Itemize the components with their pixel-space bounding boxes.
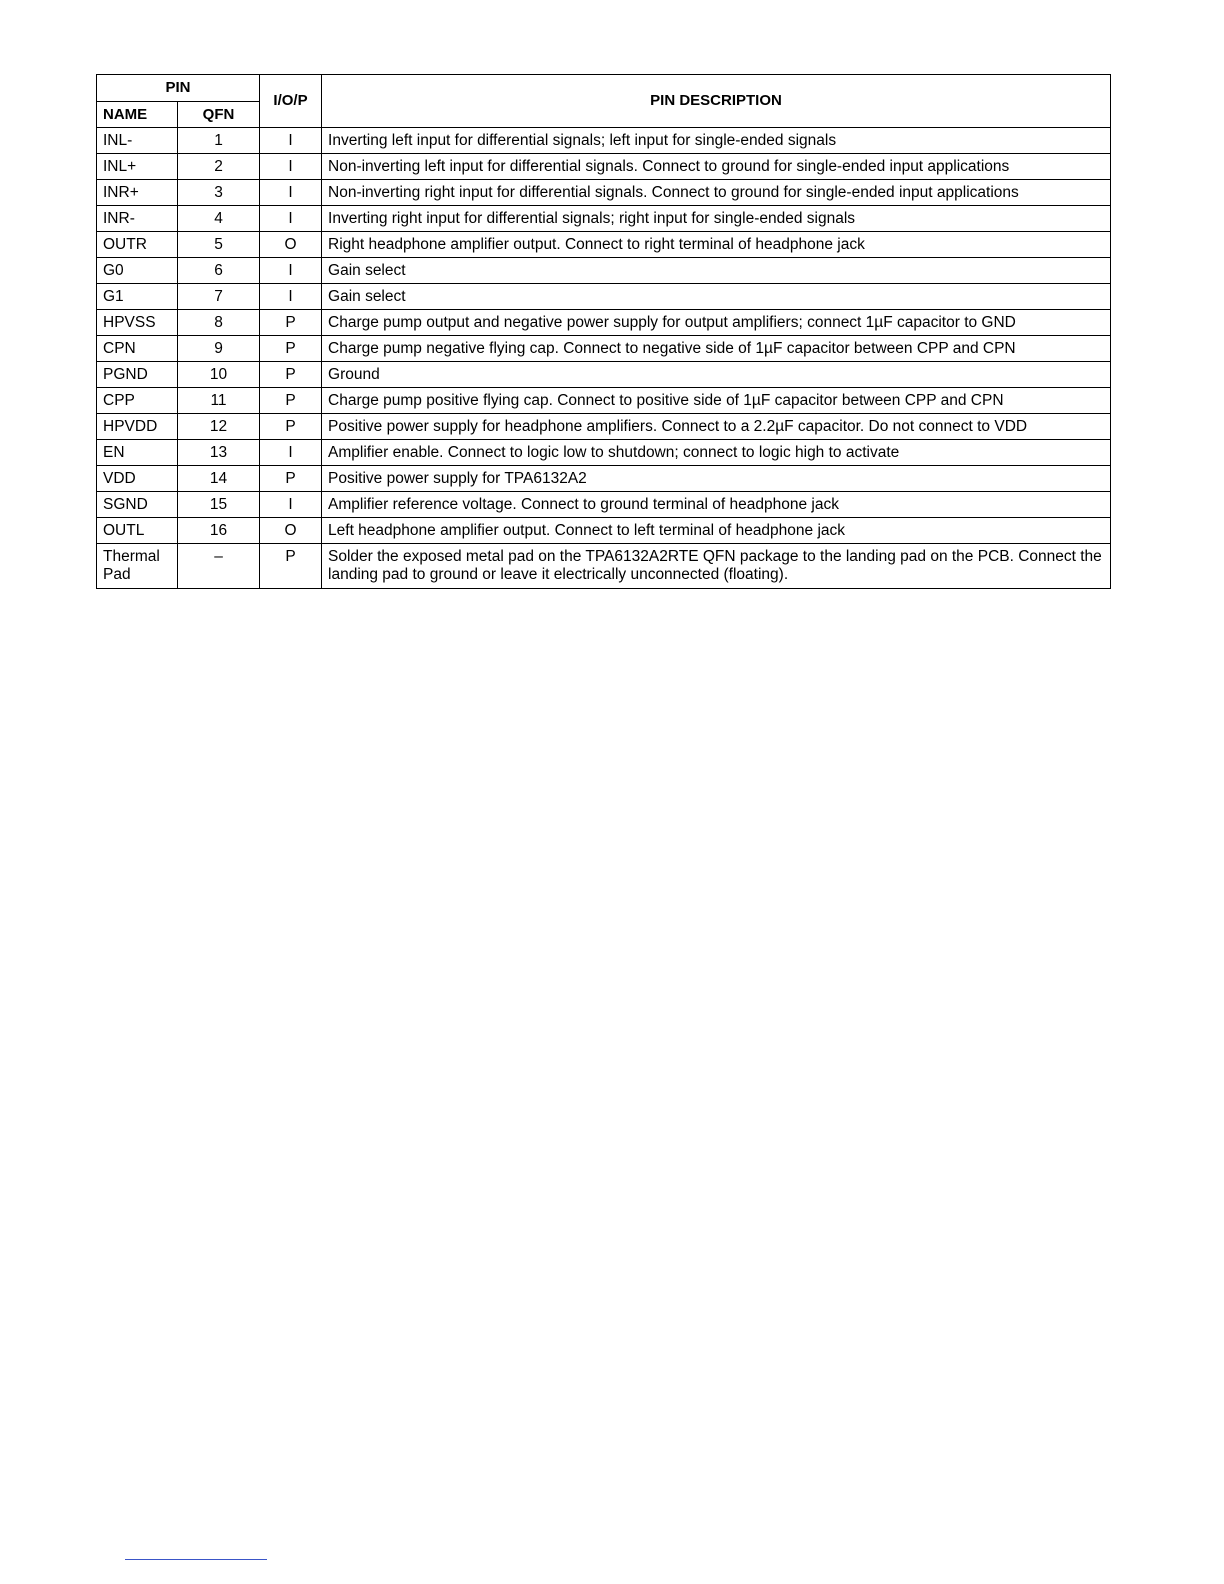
pin-description-table [96, 74, 1111, 589]
table-row [97, 414, 1111, 440]
table-row [97, 492, 1111, 518]
pin-number: 15 [178, 492, 260, 518]
pin-group-header: PIN [97, 75, 260, 102]
pin-type: I [260, 154, 322, 180]
name-header: NAME [97, 102, 178, 128]
pin-description: Amplifier enable. Connect to logic low to shutdown; connect to logic high to activate [322, 440, 1111, 466]
pin-type: I [260, 128, 322, 154]
pin-name: CPP [97, 388, 178, 414]
table-row [97, 518, 1111, 544]
table-row [97, 232, 1111, 258]
pin-description: Inverting left input for differential signals; left input for single-ended signals [322, 128, 1111, 154]
pin-type: I [260, 258, 322, 284]
pin-type: P [260, 336, 322, 362]
pin-number: 6 [178, 258, 260, 284]
pin-name: HPVDD [97, 414, 178, 440]
qfn-header: QFN [178, 102, 260, 128]
pin-type: P [260, 310, 322, 336]
pin-type: I [260, 180, 322, 206]
pin-type: P [260, 414, 322, 440]
pin-number: 2 [178, 154, 260, 180]
pin-number: 8 [178, 310, 260, 336]
iop-header: I/O/P [260, 75, 322, 128]
pin-type: I [260, 284, 322, 310]
table-row [97, 466, 1111, 492]
pin-number: 9 [178, 336, 260, 362]
pin-name: INL+ [97, 154, 178, 180]
pin-description: Inverting right input for differential signals; right input for single-ended signals [322, 206, 1111, 232]
pin-name: EN [97, 440, 178, 466]
pin-name: INR- [97, 206, 178, 232]
pin-name: PGND [97, 362, 178, 388]
table-row [97, 128, 1111, 154]
pin-name: Thermal Pad [97, 544, 178, 589]
pin-name: HPVSS [97, 310, 178, 336]
pin-number: 1 [178, 128, 260, 154]
pin-type: I [260, 206, 322, 232]
pin-number: 5 [178, 232, 260, 258]
pin-name: VDD [97, 466, 178, 492]
table-header-row [97, 75, 1111, 102]
pin-type: P [260, 466, 322, 492]
pin-number: 12 [178, 414, 260, 440]
pin-description: Gain select [322, 258, 1111, 284]
pin-description: Right headphone amplifier output. Connect to right terminal of headphone jack [322, 232, 1111, 258]
pin-description: Charge pump positive flying cap. Connect to positive side of 1µF capacitor between CPP and CPN [322, 388, 1111, 414]
pin-number: – [178, 544, 260, 589]
pin-number: 14 [178, 466, 260, 492]
pin-name: G1 [97, 284, 178, 310]
pin-description: Gain select [322, 284, 1111, 310]
table-row [97, 544, 1111, 589]
footnote-divider [125, 1559, 267, 1560]
table-row [97, 206, 1111, 232]
pin-description: Non-inverting right input for differential signals. Connect to ground for single-ended input applications [322, 180, 1111, 206]
pin-type: P [260, 388, 322, 414]
pin-type: O [260, 232, 322, 258]
pin-description-header: PIN DESCRIPTION [322, 75, 1111, 128]
pin-name: G0 [97, 258, 178, 284]
pin-description: Solder the exposed metal pad on the TPA6132A2RTE QFN package to the landing pad on the PCB. Connect the landing pad to ground or leave it electrically unconnected (floating). [322, 544, 1111, 589]
pin-name: OUTL [97, 518, 178, 544]
pin-type: P [260, 544, 322, 589]
pin-description: Ground [322, 362, 1111, 388]
pin-number: 3 [178, 180, 260, 206]
pin-type: P [260, 362, 322, 388]
pin-type: O [260, 518, 322, 544]
pin-name: CPN [97, 336, 178, 362]
table-row [97, 388, 1111, 414]
pin-name: INL- [97, 128, 178, 154]
pin-number: 4 [178, 206, 260, 232]
pin-description: Non-inverting left input for differential signals. Connect to ground for single-ended input applications [322, 154, 1111, 180]
pin-number: 7 [178, 284, 260, 310]
pin-description: Charge pump output and negative power supply for output amplifiers; connect 1µF capacitor to GND [322, 310, 1111, 336]
pin-description: Positive power supply for TPA6132A2 [322, 466, 1111, 492]
pin-number: 10 [178, 362, 260, 388]
pin-description: Positive power supply for headphone amplifiers. Connect to a 2.2µF capacitor. Do not connect to VDD [322, 414, 1111, 440]
pin-number: 13 [178, 440, 260, 466]
pin-name: SGND [97, 492, 178, 518]
table-row [97, 180, 1111, 206]
table-row [97, 154, 1111, 180]
pin-description: Left headphone amplifier output. Connect to left terminal of headphone jack [322, 518, 1111, 544]
table-row [97, 284, 1111, 310]
table-row [97, 440, 1111, 466]
table-row [97, 310, 1111, 336]
table-row [97, 362, 1111, 388]
pin-type: I [260, 492, 322, 518]
pin-name: OUTR [97, 232, 178, 258]
pin-description: Amplifier reference voltage. Connect to ground terminal of headphone jack [322, 492, 1111, 518]
table-row [97, 336, 1111, 362]
pin-number: 11 [178, 388, 260, 414]
pin-description: Charge pump negative flying cap. Connect to negative side of 1µF capacitor between CPP and CPN [322, 336, 1111, 362]
table-row [97, 258, 1111, 284]
pin-number: 16 [178, 518, 260, 544]
pin-name: INR+ [97, 180, 178, 206]
pin-type: I [260, 440, 322, 466]
